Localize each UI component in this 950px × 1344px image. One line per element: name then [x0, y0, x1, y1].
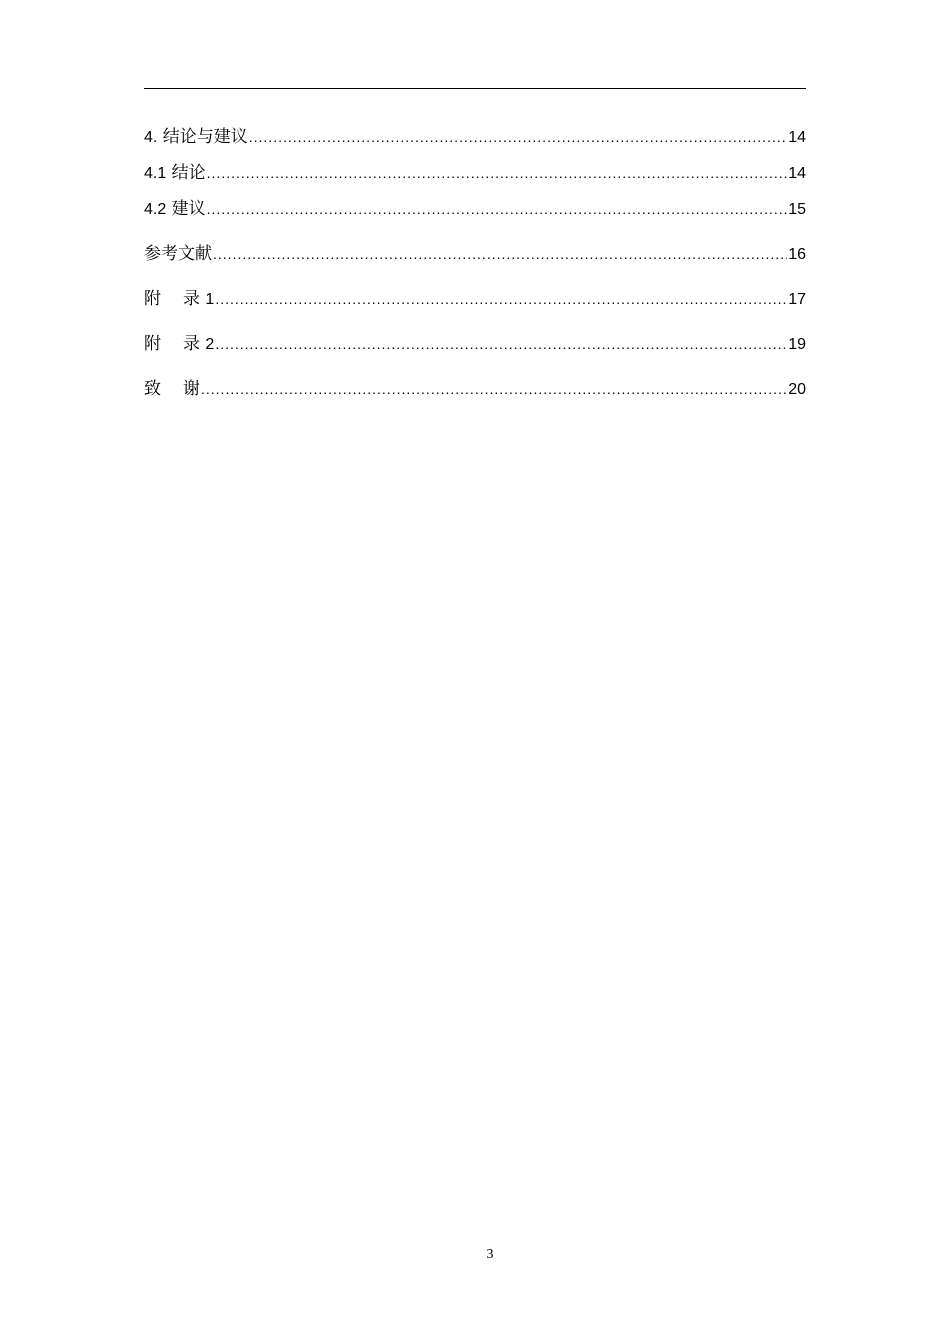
toc-entry-number: 4.2: [144, 201, 167, 218]
dot-leader: [249, 129, 787, 145]
dot-leader: [201, 381, 787, 397]
toc-entry-label-part: 录: [183, 289, 200, 309]
toc-entry-page: 16: [788, 246, 806, 263]
header-rule: [144, 88, 806, 89]
toc-entry-conclusions[interactable]: [144, 158, 806, 194]
toc-entry-page: 14: [788, 165, 806, 182]
toc-entry-number: 2: [205, 336, 215, 353]
toc-entry-title: [144, 122, 248, 147]
toc-entry-page: 17: [788, 291, 806, 308]
toc-entry-appendix-1[interactable]: [144, 284, 806, 320]
toc-entry-page: 19: [788, 336, 806, 353]
toc-entry-label-part: 附: [144, 289, 161, 309]
toc-entry-references[interactable]: [144, 239, 806, 275]
dot-leader: [207, 165, 788, 181]
toc-entry-label-part: 录: [183, 334, 200, 354]
toc-entry-label-part: 谢: [183, 379, 200, 399]
toc-entry-label: 结论与建议: [162, 127, 248, 147]
toc-entry-label-part: 附: [144, 334, 161, 354]
dot-leader: [213, 246, 787, 262]
toc-entry-appendix-2[interactable]: [144, 329, 806, 365]
toc-entry-title: [144, 239, 212, 264]
toc-entry-page: 15: [788, 201, 806, 218]
toc-entry-label: 结论: [171, 163, 206, 183]
toc-entry-suggestions[interactable]: [144, 194, 806, 230]
dot-leader: [215, 336, 787, 352]
dot-leader: [207, 201, 788, 217]
dot-leader: [215, 291, 787, 307]
toc-entry-number: 1: [205, 291, 215, 308]
toc-entry-page: 20: [788, 381, 806, 398]
toc-entry-label: 参考文献: [144, 244, 212, 264]
toc-entry-title: [144, 284, 214, 309]
toc-entry-acknowledgements[interactable]: [144, 374, 806, 410]
toc-entry-number: 4.1: [144, 165, 167, 182]
toc-entry-label: 建议: [171, 199, 206, 219]
toc-entry-title: [144, 194, 206, 219]
toc-entry-title: [144, 374, 200, 399]
toc-entry-page: 14: [788, 129, 806, 146]
toc-entry-label-part: 致: [144, 379, 161, 399]
toc-entry-title: [144, 329, 214, 354]
page-number: 3: [486, 1247, 494, 1262]
table-of-contents: [144, 122, 806, 410]
toc-entry-number: 4.: [144, 129, 158, 146]
toc-entry-conclusions-and-suggestions[interactable]: [144, 122, 806, 158]
toc-entry-title: [144, 158, 206, 183]
